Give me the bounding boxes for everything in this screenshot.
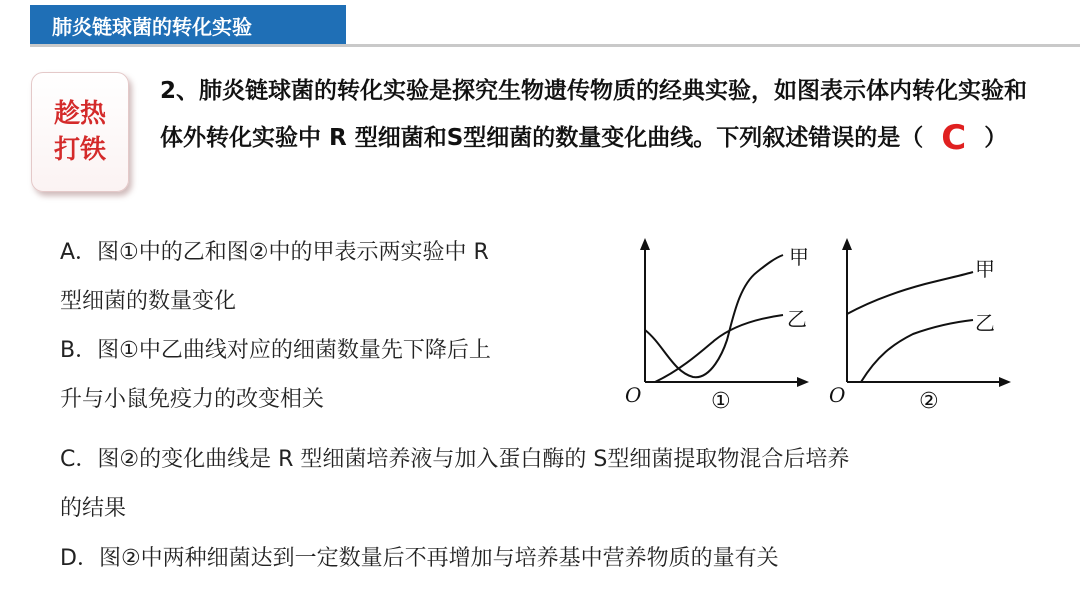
graph-2-origin: O — [829, 383, 846, 407]
option-d-line-1: D．图②中两种细菌达到一定数量后不再增加与培养基中营养物质的量有关 — [60, 546, 779, 571]
graph-1-label-jia: 甲 — [789, 245, 809, 269]
graph-1-origin: O — [625, 383, 642, 407]
badge-line-1: 趁热 — [53, 99, 106, 129]
title-underline — [30, 44, 1080, 47]
question-text — [160, 68, 1040, 162]
graph-1 — [615, 232, 815, 418]
badge-line-2: 打铁 — [53, 135, 106, 165]
graph-1-curve-jia — [645, 255, 783, 377]
practice-badge — [31, 72, 129, 192]
question-stem: 2、肺炎链球菌的转化实验是探究生物遗传物质的经典实验，如图表示体内转化实验和体外转化实验中 R 型细菌和S型细菌的数量变化曲线。下列叙述错误的是（ — [160, 78, 1028, 151]
graph-1-y-arrow — [640, 238, 650, 250]
answer-letter: C — [941, 118, 967, 158]
question-close-paren: ） — [984, 125, 1008, 151]
option-a-line-1: A．图①中的乙和图②中的甲表示两实验中 R — [60, 240, 489, 265]
option-c-line-2: 的结果 — [60, 496, 127, 521]
graph-2-x-arrow — [999, 377, 1011, 387]
page-title: 肺炎链球菌的转化实验 — [30, 5, 346, 45]
graph-2-number: ② — [919, 389, 939, 414]
option-a-line-2: 型细菌的数量变化 — [60, 289, 237, 314]
graph-1-number: ① — [711, 389, 731, 414]
graph-2-y-arrow — [842, 238, 852, 250]
graph-2 — [825, 232, 1025, 418]
graph-1-curve-yi — [655, 315, 783, 382]
graph-1-label-yi: 乙 — [787, 307, 807, 331]
graph-2-label-yi: 乙 — [975, 311, 995, 335]
option-b-line-2: 升与小鼠免疫力的改变相关 — [60, 387, 325, 412]
graph-1-x-arrow — [797, 377, 809, 387]
option-b-line-1: B．图①中乙曲线对应的细菌数量先下降后上 — [60, 338, 491, 363]
graph-2-label-jia: 甲 — [975, 257, 995, 281]
graph-2-curve-yi — [861, 320, 973, 382]
graph-2-curve-jia — [847, 272, 973, 314]
option-c-line-1: C．图②的变化曲线是 R 型细菌培养液与加入蛋白酶的 S型细菌提取物混合后培养 — [60, 447, 850, 472]
